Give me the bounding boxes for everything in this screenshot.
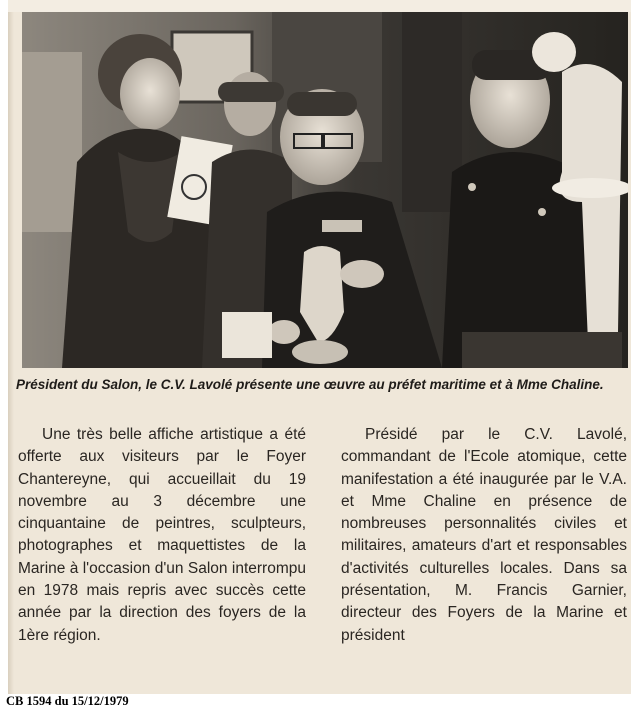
background-man-face (224, 72, 276, 136)
photo-illustration (22, 12, 628, 368)
source-footer: CB 1594 du 15/12/1979 (6, 694, 129, 708)
article-column-right (341, 424, 627, 647)
article-column-left (18, 424, 306, 647)
white-statue-head (532, 32, 576, 72)
article-paragraph-left: Une très belle affiche artistique a été offerte aux visiteurs par le Foyer Chantereyne, qui accueillait du 19 novembre au 3 décembre une cinquantaine de peintres, sculpteurs, photographes et maquettistes de la Marine à l'occasion d'un Salon interrompu en 1978 mais repris avec succès cette année par la direction des foyers de la 1ère région. (18, 426, 306, 644)
woman-face (120, 58, 180, 130)
newspaper-clipping (8, 0, 631, 694)
photo-caption: Président du Salon, le C.V. Lavolé présente une œuvre au préfet maritime et à Mme Chaline. (16, 377, 604, 392)
wall-panel (22, 52, 82, 232)
article-paragraph-right: Présidé par le C.V. Lavolé, commandant de l'Ecole atomique, cette manifestation a été inaugurée par le V.A. et Mme Chaline en présence de nombreuses personnalités civiles et militaires, amateurs d'art et responsables d'activités culturelles locales. Dans sa présentation, M. Francis Garnier, directeur des Foyers de la Marine et président (341, 426, 627, 644)
torn-top-strip (8, 0, 631, 12)
news-photo (22, 12, 628, 368)
paper-edge-shadow (8, 0, 14, 694)
